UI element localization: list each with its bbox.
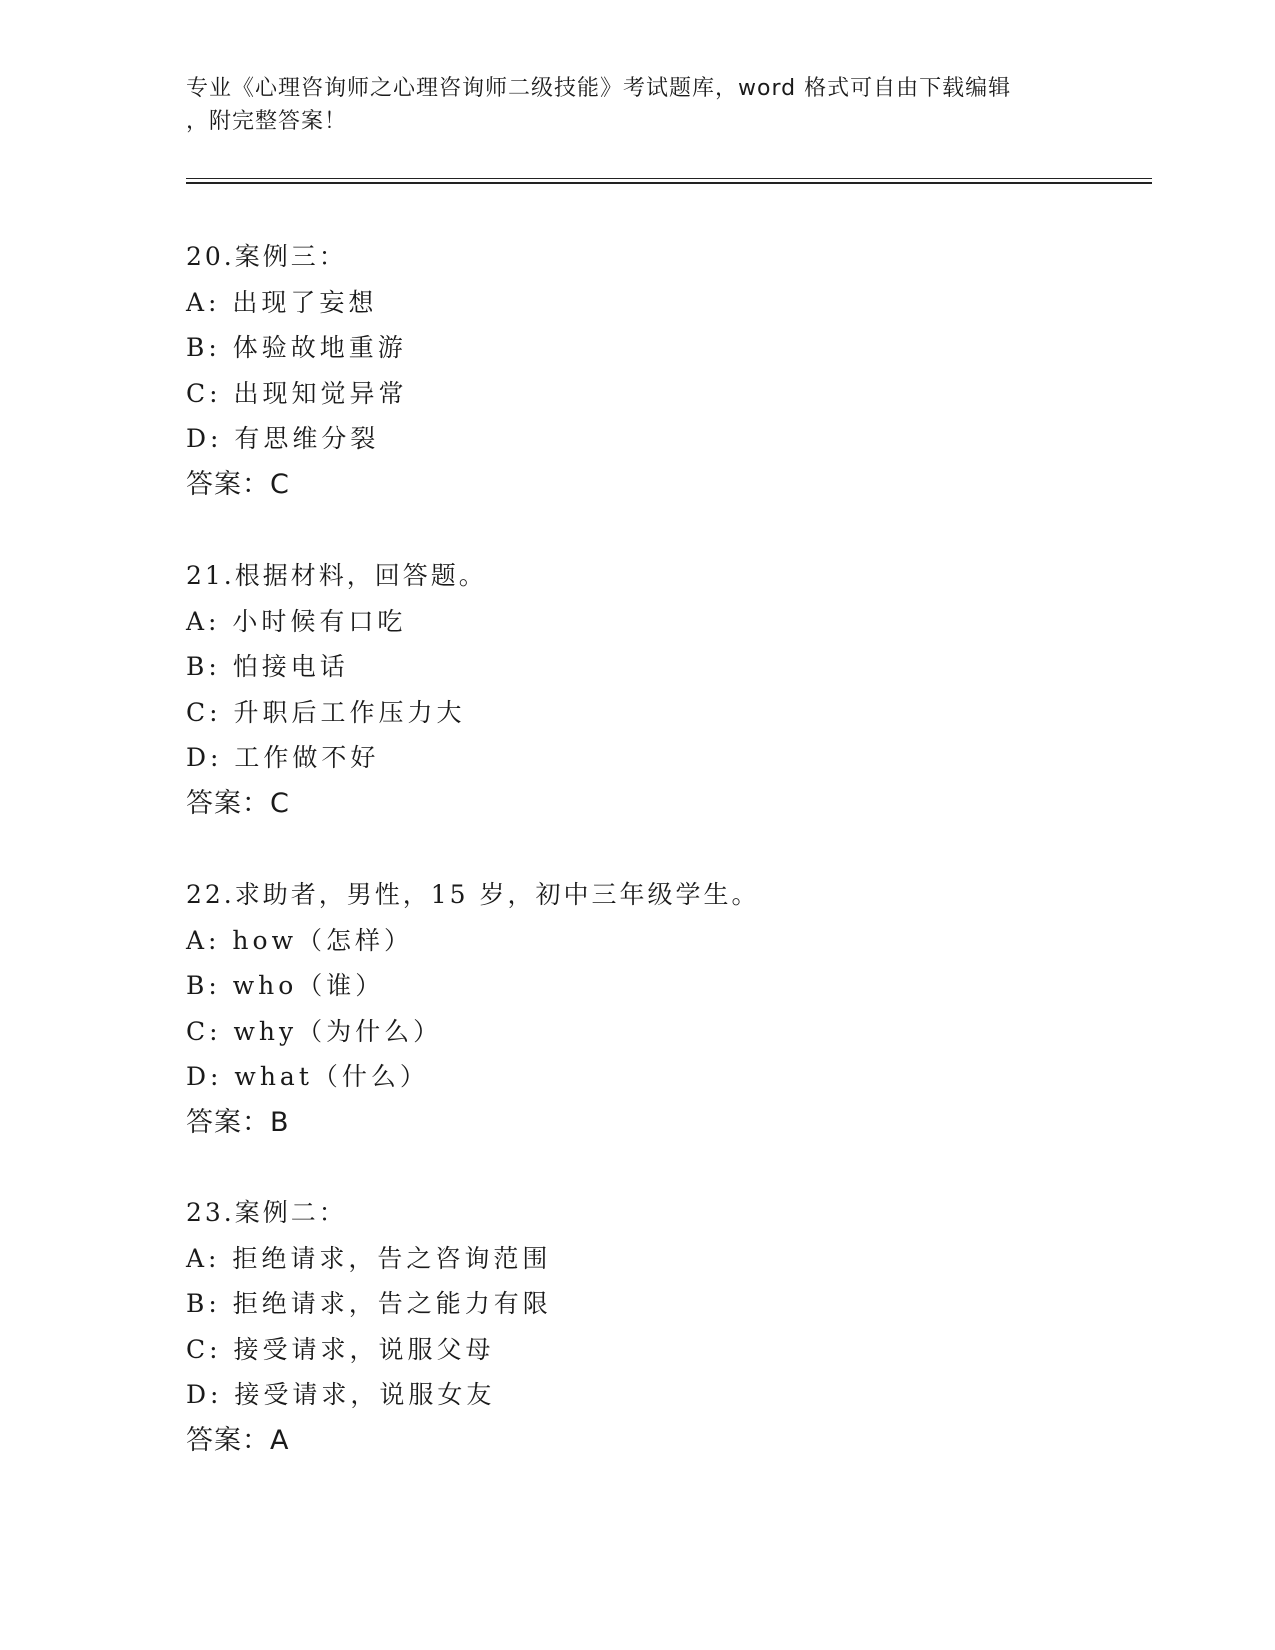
option-a: A: 出现了妄想 [186, 287, 378, 317]
answer-line: 答案：B [186, 1106, 290, 1138]
option-c: C: why（为什么） [186, 1016, 443, 1046]
option-c: C: 出现知觉异常 [186, 378, 408, 408]
option-b: B: 怕接电话 [186, 652, 349, 681]
option-d: D: what（什么） [186, 1062, 429, 1091]
header-divider-thick [186, 182, 1152, 184]
question-stem: 22.求助者，男性，15 岁，初中三年级学生。 [186, 880, 760, 909]
option-b: B: 拒绝请求，告之能力有限 [186, 1289, 552, 1318]
document-header [186, 72, 1086, 138]
option-d: D: 有思维分裂 [186, 424, 380, 453]
option-c: C: 接受请求，说服父母 [186, 1334, 495, 1364]
option-a: A: 拒绝请求，告之咨询范围 [186, 1243, 552, 1273]
option-b: B: 体验故地重游 [186, 333, 407, 362]
answer-line: 答案：C [186, 468, 290, 500]
question-stem: 23.案例二： [186, 1198, 347, 1227]
question-stem: 20.案例三： [186, 242, 347, 271]
option-d: D: 工作做不好 [186, 743, 380, 772]
header-line-1: 专业《心理咨询师之心理咨询师二级技能》考试题库，word 格式可自由下载编辑 [186, 76, 1012, 101]
question-22 [186, 872, 1086, 1145]
question-23 [186, 1190, 1086, 1463]
answer-line: 答案：A [186, 1424, 290, 1456]
question-stem: 21.根据材料，回答题。 [186, 561, 487, 590]
header-line-2: ，附完整答案！ [186, 109, 348, 134]
option-a: A: 小时候有口吃 [186, 606, 407, 636]
option-a: A: how（怎样） [186, 925, 413, 955]
option-b: B: who（谁） [186, 971, 385, 1000]
question-21 [186, 553, 1086, 826]
option-d: D: 接受请求，说服女友 [186, 1380, 496, 1409]
answer-line: 答案：C [186, 787, 290, 819]
question-20 [186, 234, 1086, 507]
header-divider-thin [186, 178, 1152, 179]
option-c: C: 升职后工作压力大 [186, 697, 466, 727]
